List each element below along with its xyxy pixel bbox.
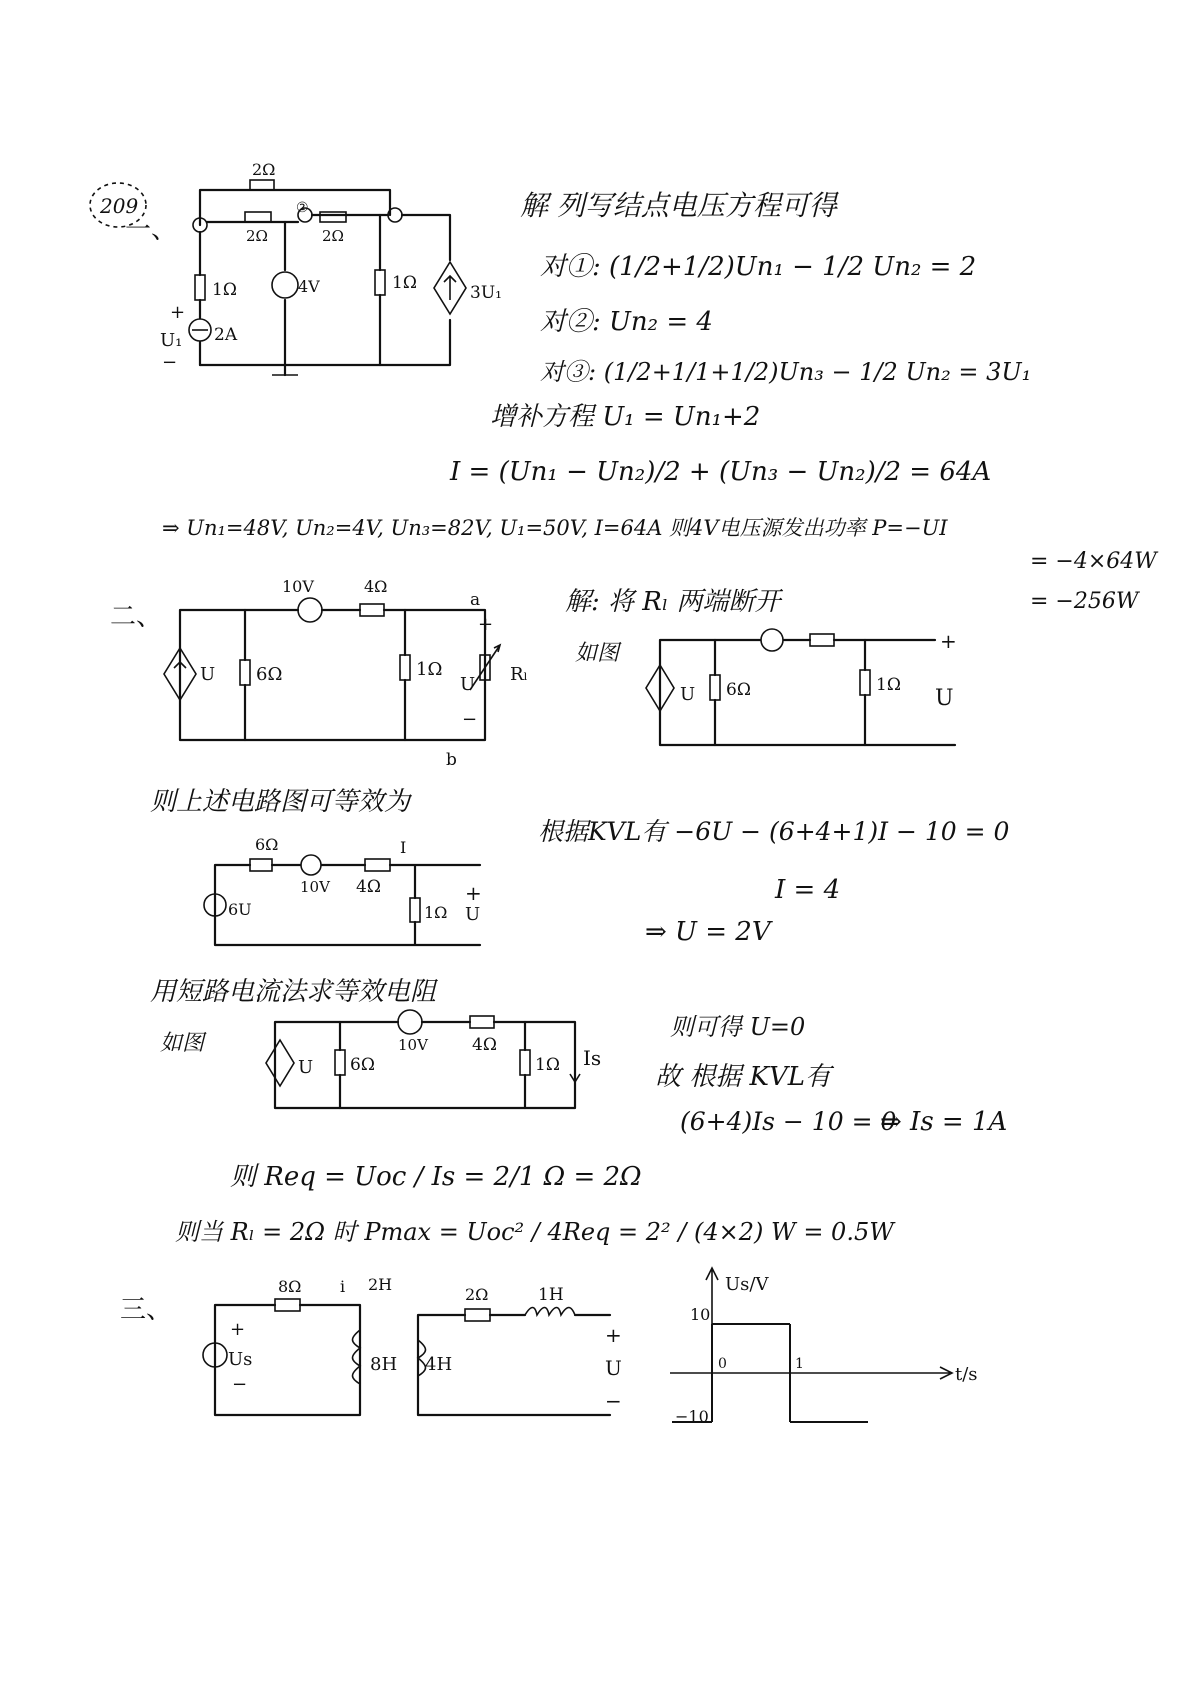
q3-r8-label: 8Ω	[278, 1277, 302, 1296]
q2e-i-label: I	[400, 838, 407, 857]
q3-l1-label: 1H	[538, 1285, 564, 1305]
q3-graph-ytop: 10	[690, 1305, 711, 1324]
q3-us-label: Us	[228, 1349, 253, 1370]
q2s-r6-label: 6Ω	[350, 1055, 375, 1075]
q2-sc-title: 用短路电流法求等效电阻	[150, 977, 437, 1007]
q2-kvl	[538, 817, 1010, 947]
q1-r-left-v-label: 1Ω	[212, 280, 237, 300]
q3-waveform	[670, 1268, 978, 1426]
q2-terminal-b: b	[446, 750, 457, 770]
q2e-v6-label: 6U	[228, 900, 252, 919]
q1-u1-label: U₁	[160, 330, 183, 351]
q2-u-label: U	[460, 674, 476, 695]
q3-graph-ylabel: Us/V	[725, 1274, 769, 1295]
q3-l4-label: 4H	[425, 1354, 453, 1375]
q1-node2: ②	[296, 200, 309, 216]
q3-graph-origin: 0	[718, 1356, 727, 1372]
q2e-v10-label: 10V	[300, 878, 330, 896]
q2-sc-eq: (6+4)Is − 10 = 0	[680, 1107, 897, 1136]
q1-p1: = −4×64W	[1030, 549, 1157, 574]
q2-plus: +	[478, 614, 494, 635]
q2-req: 则 Req = Uoc / Is = 2/1 Ω = 2Ω	[230, 1162, 642, 1192]
q1-src-i-label: 2A	[214, 325, 238, 345]
q1-eq1: 对①: (1/2+1/2)Un₁ − 1/2 Un₂ = 2	[540, 252, 977, 282]
q1-eq2: 对②: Un₂ = 4	[540, 307, 713, 337]
q3-u-label: U	[605, 1356, 622, 1380]
q2-u-res: ⇒ U = 2V	[645, 917, 771, 947]
q2e-plus: +	[465, 881, 482, 905]
year-mark: 209	[100, 194, 139, 218]
q3-us-minus: −	[232, 1374, 248, 1395]
q1-solution	[162, 189, 1159, 614]
q1-circuit	[125, 160, 502, 375]
q3-us-plus: +	[230, 1319, 246, 1340]
q2-short-circuit	[150, 977, 601, 1108]
q2-i-res: I = 4	[775, 875, 841, 905]
q2-src-v-label: 10V	[282, 577, 314, 596]
q1-sol-title: 解 列写结点电压方程可得	[520, 189, 837, 222]
q2-sol-title: 解: 将 Rₗ 两端断开	[565, 587, 781, 617]
q2-open-circuit	[565, 587, 957, 745]
q3-graph-ybot: −10	[675, 1407, 709, 1426]
q2e-r4-label: 4Ω	[356, 877, 381, 897]
q3-graph-xlabel: t/s	[955, 1364, 978, 1385]
q2-sc-kvl: 故 根据 KVL有	[655, 1062, 831, 1092]
q2-r1-label: 1Ω	[416, 659, 443, 680]
q1-src-v-label: 4V	[298, 277, 320, 296]
q2e-r6-label: 6Ω	[255, 835, 279, 854]
q1-r-top-label: 2Ω	[252, 160, 276, 179]
q2-dep-label: U	[200, 664, 216, 685]
q1-eq3: 对③: (1/2+1/1+1/2)Un₃ − 1/2 Un₂ = 3U₁	[540, 358, 1032, 386]
q2s-is-label: Is	[583, 1046, 602, 1070]
q2b-plus: +	[940, 629, 957, 653]
q1-number: 一、	[125, 215, 178, 245]
q1-u1-minus: −	[162, 352, 178, 373]
q2-equiv-title: 则上述电路图可等效为	[150, 787, 411, 817]
q1-result: ⇒ Un₁=48V, Un₂=4V, Un₃=82V, U₁=50V, I=64A 则4V电压源发出功率 P=−UI	[162, 516, 948, 540]
q3-circuit	[120, 1275, 622, 1415]
q3-u-plus: +	[605, 1323, 622, 1347]
q1-p2: = −256W	[1030, 589, 1139, 614]
q3-r2-label: 2Ω	[465, 1285, 489, 1304]
q1-r-right-h-label: 2Ω	[322, 227, 344, 245]
q2-rl-label: Rₗ	[510, 664, 528, 685]
q2s-r1-label: 1Ω	[535, 1055, 560, 1075]
q2e-u-label: U	[465, 904, 481, 925]
q3-graph-x1: 1	[795, 1356, 804, 1372]
q2b-r6-label: 6Ω	[726, 680, 751, 700]
q1-r-mid-v-label: 1Ω	[392, 273, 417, 293]
q3-m-label: 2H	[368, 1275, 393, 1294]
q1-u1-plus: +	[170, 302, 186, 323]
q2-equivalent	[150, 787, 482, 945]
q2-terminal-a: a	[470, 590, 481, 610]
q2-pmax: 则当 Rₗ = 2Ω 时 Pmax = Uoc² / 4Req = 2² / (4×2) W = 0.5W	[175, 1218, 894, 1246]
q1-current: I = (Un₁ − Un₂)/2 + (Un₃ − Un₂)/2 = 64A	[450, 457, 992, 487]
q2e-r1-label: 1Ω	[424, 903, 448, 922]
q2-kvl-eq: 根据KVL有 −6U − (6+4+1)I − 10 = 0	[538, 817, 1010, 846]
q3-l8-label: 8H	[370, 1354, 398, 1375]
q2-sc-as-shown: 如图	[160, 1031, 205, 1056]
q1-r-left-h-label: 2Ω	[246, 227, 268, 245]
q2-r4-label: 4Ω	[364, 577, 388, 596]
q2-sc-u0: 则可得 U=0	[670, 1013, 806, 1041]
q2s-r4-label: 4Ω	[472, 1035, 497, 1055]
q3-u-minus: −	[605, 1389, 622, 1413]
q2b-dep-label: U	[680, 684, 696, 705]
q2-number: 二、	[110, 602, 163, 632]
q1-supp: 增补方程 U₁ = Un₁+2	[490, 402, 761, 432]
q1-dep-src-label: 3U₁	[470, 283, 502, 303]
q2b-u-label: U	[935, 686, 954, 711]
q2-r6-label: 6Ω	[256, 664, 283, 685]
q2-as-shown: 如图	[575, 641, 620, 666]
q2-minus: −	[462, 709, 478, 730]
q2b-r1-label: 1Ω	[876, 675, 901, 695]
q2s-v10-label: 10V	[398, 1036, 428, 1054]
q2-sc-res: ⇒ Is = 1A	[880, 1107, 1008, 1137]
q3-i-label: i	[340, 1277, 346, 1296]
q2-circuit	[110, 577, 528, 770]
q3-number: 三、	[120, 1295, 173, 1325]
q2s-dep-label: U	[298, 1057, 314, 1078]
